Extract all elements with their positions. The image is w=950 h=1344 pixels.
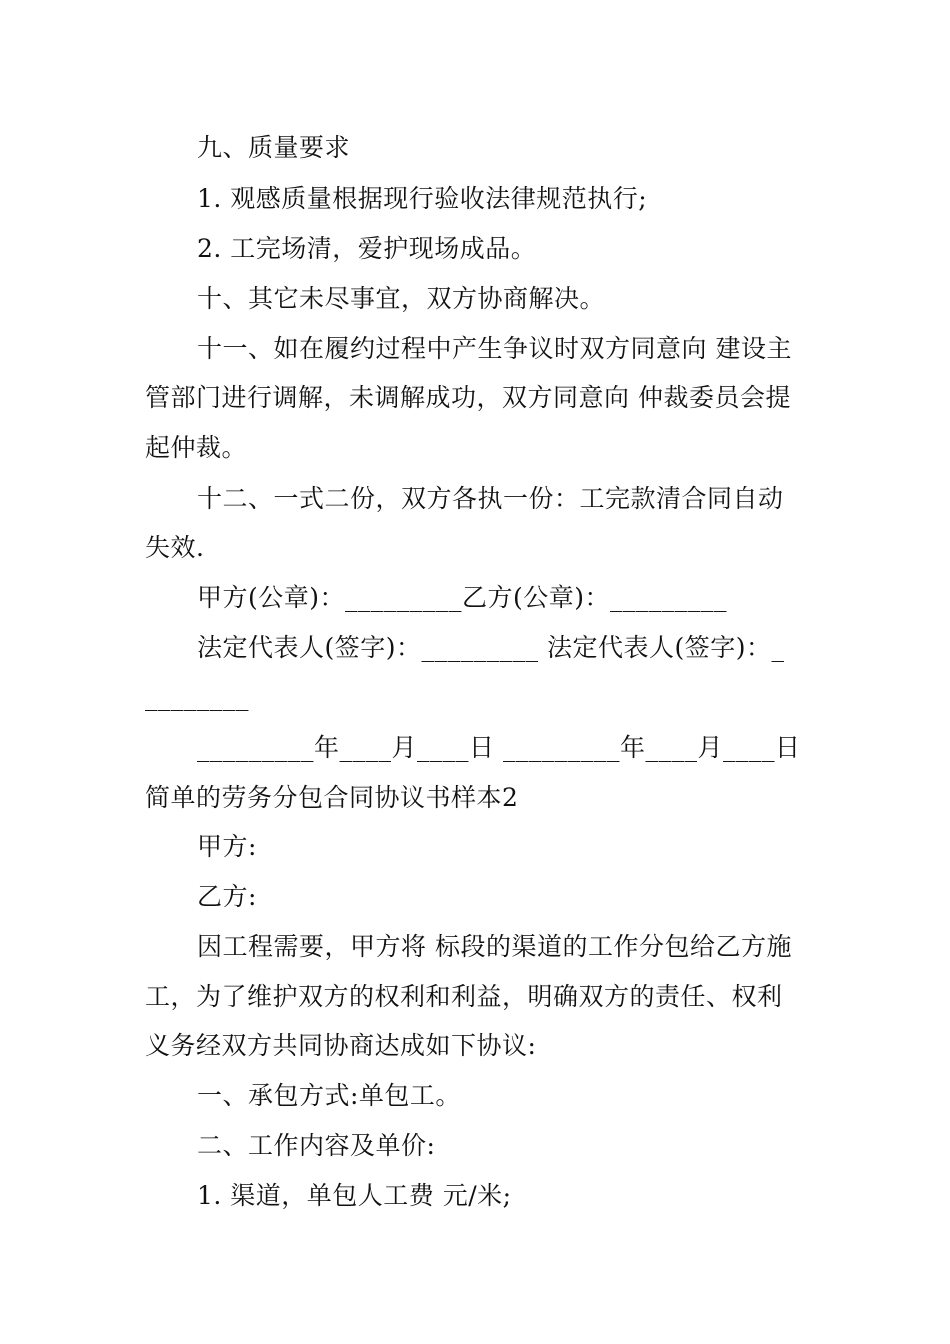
- signature-line-continued: ________: [145, 682, 249, 711]
- sample-2-title: 简单的劳务分包合同协议书样本2: [145, 783, 519, 812]
- clause-12-line-2: 失效.: [145, 533, 205, 562]
- seal-line: 甲方(公章)：_________乙方(公章)：_________: [197, 583, 728, 612]
- clause-11-line-3: 起仲裁。: [145, 433, 248, 462]
- intro-line-3: 义务经双方共同协商达成如下协议:: [145, 1031, 537, 1060]
- clause-11-line-2: 管部门进行调解，未调解成功，双方同意向 仲裁委员会提: [145, 383, 791, 412]
- quality-item-2: 2. 工完场清，爱护现场成品。: [197, 234, 537, 263]
- section-heading-quality: 九、质量要求: [197, 133, 351, 162]
- intro-line-1: 因工程需要，甲方将 标段的渠道的工作分包给乙方施: [197, 932, 792, 961]
- clause-10: 十、其它未尽事宜，双方协商解决。: [197, 284, 606, 313]
- signature-line: 法定代表人(签字)：_________ 法定代表人(签字)：_: [197, 633, 785, 662]
- work-content-heading: 二、工作内容及单价:: [197, 1131, 436, 1160]
- clause-11-line-1: 十一、如在履约过程中产生争议时双方同意向 建设主: [197, 334, 792, 363]
- quality-item-1: 1. 观感质量根据现行验收法律规范执行;: [197, 184, 648, 213]
- clause-12-line-1: 十二、一式二份，双方各执一份：工完款清合同自动: [197, 484, 784, 513]
- party-b-label: 乙方:: [197, 882, 257, 911]
- contract-method: 一、承包方式:单包工。: [197, 1081, 461, 1110]
- work-item-1: 1. 渠道，单包人工费 元/米;: [197, 1181, 512, 1210]
- intro-line-2: 工，为了维护双方的权利和利益，明确双方的责任、权利: [145, 982, 783, 1011]
- party-a-label: 甲方:: [197, 832, 257, 861]
- date-line: _________年____月____日 _________年____月____日: [197, 733, 801, 762]
